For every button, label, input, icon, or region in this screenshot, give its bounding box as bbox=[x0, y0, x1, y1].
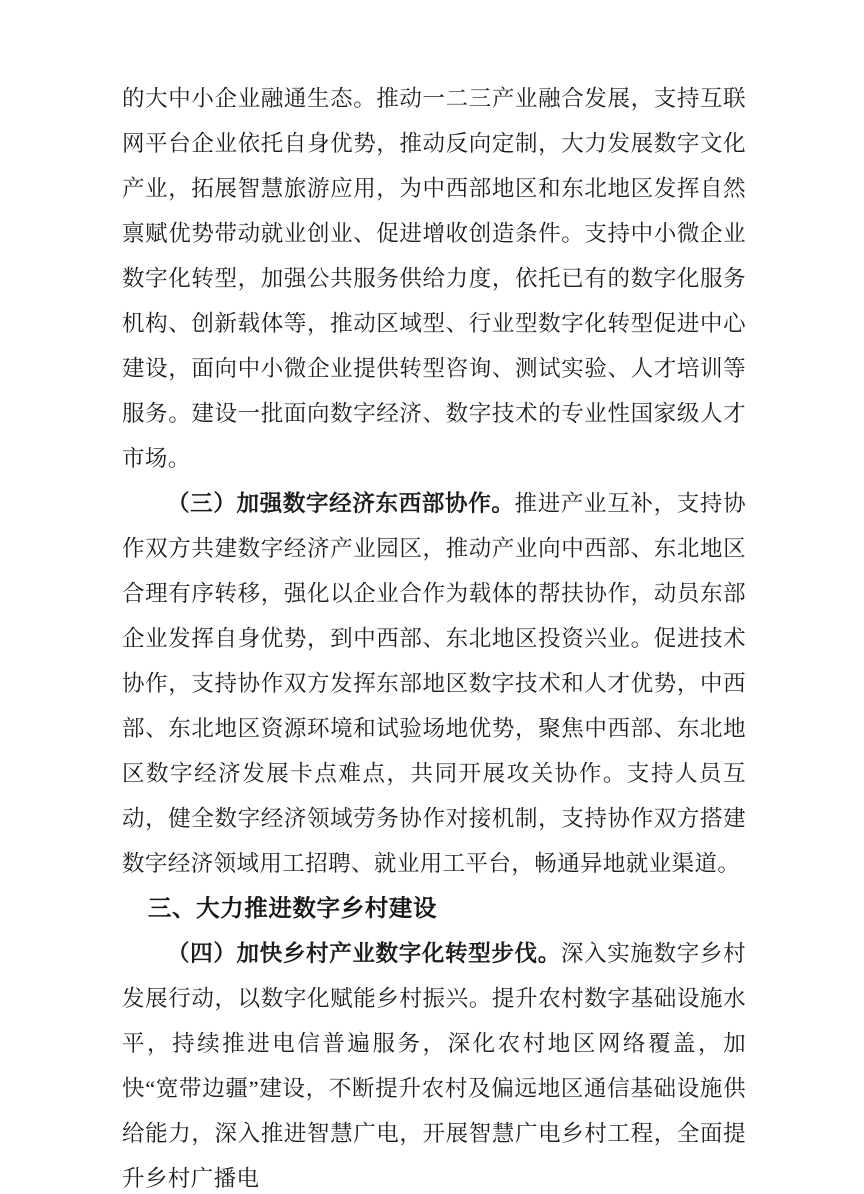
paragraph-continuation bbox=[122, 76, 746, 481]
paragraph-body-text: 的大中小企业融通生态。推动一二三产业融合发展，支持互联网平台企业依托自身优势，推动反向定制，大力发展数字文化产业，拓展智慧旅游应用，为中西部地区和东北地区发挥自然禀赋优势带动就业创业、促进增收创造条件。支持中小微企业数字化转型，加强公共服务供给力度，依托已有的数字化服务机构、创新载体等，推动区域型、行业型数字化转型促进中心建设，面向中小微企业提供转型咨询、测试实验、人才培训等服务。建设一批面向数字经济、数字技术的专业性国家级人才市场。 bbox=[122, 86, 746, 471]
paragraph-body-text: 深入实施数字乡村发展行动，以数字化赋能乡村振兴。提升农村数字基础设施水平，持续推进电信普遍服务，深化农村地区网络覆盖，加快“宽带边疆”建设，不断提升农村及偏远地区通信基础设施供给能力，深入推进智慧广电，开展智慧广电乡村工程，全面提升乡村广播电 bbox=[122, 941, 746, 1191]
section-heading-text: 三、大力推进数字乡村建设 bbox=[147, 895, 438, 921]
paragraph-item-3 bbox=[122, 481, 746, 886]
paragraph-item-4 bbox=[122, 931, 746, 1194]
paragraph-lead-bold: （四）加快乡村产业数字化转型步伐。 bbox=[167, 941, 561, 966]
document-text-block bbox=[122, 76, 746, 1194]
paragraph-lead-bold: （三）加强数字经济东西部协作。 bbox=[167, 491, 515, 516]
paragraph-body-text: 推进产业互补，支持协作双方共建数字经济产业园区，推动产业向中西部、东北地区合理有序转移，强化以企业合作为载体的帮扶协作，动员东部企业发挥自身优势，到中西部、东北地区投资兴业。促进技术协作，支持协作双方发挥东部地区数字技术和人才优势，中西部、东北地区资源环境和试验场地优势，聚焦中西部、东北地区数字经济发展卡点难点，共同开展攻关协作。支持人员互动，健全数字经济领域劳务协作对接机制，支持协作双方搭建数字经济领域用工招聘、就业用工平台，畅通异地就业渠道。 bbox=[122, 491, 746, 876]
section-heading bbox=[122, 886, 746, 931]
